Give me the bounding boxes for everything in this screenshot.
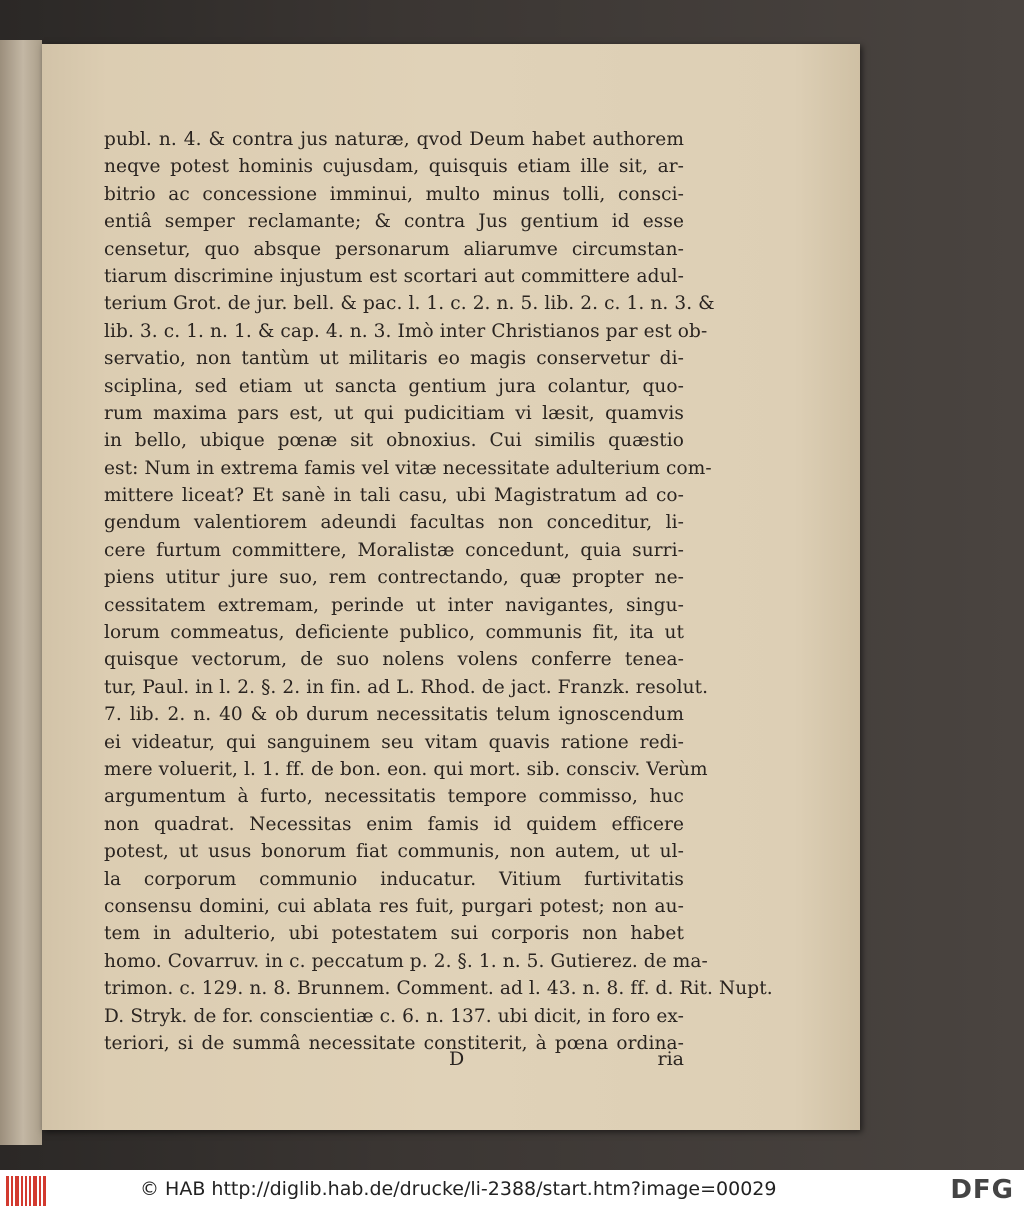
page-footer-line bbox=[104, 1048, 684, 1074]
signature-mark: D bbox=[449, 1048, 465, 1070]
text-line: rum maxima pars est, ut qui pudicitiam vi læsit, quamvis bbox=[104, 402, 684, 424]
text-line: terium Grot. de jur. bell. & pac. l. 1. c. 2. n. 5. lib. 2. c. 1. n. 3. & bbox=[104, 293, 715, 315]
text-line: consensu domini, cui ablata res fuit, purgari potest; non au- bbox=[104, 895, 684, 917]
text-line: tur, Paul. in l. 2. §. 2. in fin. ad L. Rhod. de jact. Franzk. resolut. bbox=[104, 676, 709, 698]
book-page bbox=[42, 44, 860, 1130]
text-line: entiâ semper reclamante; & contra Jus gentium id esse bbox=[104, 211, 684, 233]
text-line: servatio, non tantùm ut militaris eo magis conservetur di- bbox=[104, 348, 684, 370]
text-line: D. Stryk. de for. conscientiæ c. 6. n. 137. ubi dicit, in foro ex- bbox=[104, 1005, 684, 1027]
text-line: la corporum communio inducatur. Vitium furtivitatis bbox=[104, 868, 684, 890]
catchword: ria bbox=[657, 1048, 684, 1070]
text-line: potest, ut usus bonorum fiat communis, non autem, ut ul- bbox=[104, 841, 684, 863]
copyright-url: © HAB http://diglib.hab.de/drucke/li-2388/start.htm?image=00029 bbox=[140, 1178, 777, 1200]
text-line: sciplina, sed etiam ut sancta gentium jura colantur, quo- bbox=[104, 375, 684, 397]
text-line: quisque vectorum, de suo nolens volens conferre tenea- bbox=[104, 649, 684, 671]
text-line: gendum valentiorem adeundi facultas non conceditur, li- bbox=[104, 512, 684, 534]
text-line: teriori, si de summâ necessitate constiterit, à pœna ordina- bbox=[104, 1032, 684, 1054]
text-line: lib. 3. c. 1. n. 1. & cap. 4. n. 3. Imò inter Christianos par est ob- bbox=[104, 320, 708, 342]
viewer-footer bbox=[0, 1170, 1024, 1211]
text-line: homo. Covarruv. in c. peccatum p. 2. §. 1. n. 5. Gutierez. de ma- bbox=[104, 950, 708, 972]
text-line: neqve potest hominis cujusdam, quisquis etiam ille sit, ar- bbox=[104, 156, 684, 178]
text-line: publ. n. 4. & contra jus naturæ, qvod Deum habet authorem bbox=[104, 129, 684, 150]
text-line: tiarum discrimine injustum est scortari aut committere adul- bbox=[104, 265, 684, 287]
text-line: mittere liceat? Et sanè in tali casu, ubi Magistratum ad co- bbox=[104, 485, 684, 507]
text-line: bitrio ac concessione imminui, multo minus tolli, consci- bbox=[104, 183, 684, 205]
text-line: tem in adulterio, ubi potestatem sui corporis non habet bbox=[104, 923, 684, 945]
text-line: trimon. c. 129. n. 8. Brunnem. Comment. ad l. 43. n. 8. ff. d. Rit. Nupt. bbox=[104, 978, 773, 1000]
text-line: non quadrat. Necessitas enim famis id quidem efficere bbox=[104, 813, 684, 835]
page-text bbox=[104, 126, 773, 1070]
text-line: est: Num in extrema famis vel vitæ necessitate adulterium com- bbox=[104, 457, 712, 479]
text-line: lorum commeatus, deficiente publico, communis fit, ita ut bbox=[104, 622, 684, 644]
text-line: argumentum à furto, necessitatis tempore commisso, huc bbox=[104, 786, 684, 808]
text-line: cere furtum committere, Moralistæ concedunt, quia surri- bbox=[104, 539, 684, 561]
text-line: in bello, ubique pœnæ sit obnoxius. Cui similis quæstio bbox=[104, 430, 684, 452]
text-line: piens utitur jure suo, rem contrectando, quæ propter ne- bbox=[104, 567, 684, 589]
text-line: censetur, quo absque personarum aliarumve circumstan- bbox=[104, 238, 684, 260]
text-line: ei videatur, qui sanguinem seu vitam quavis ratione redi- bbox=[104, 731, 684, 753]
text-line: cessitatem extremam, perinde ut inter navigantes, singu- bbox=[104, 594, 684, 616]
dfg-logo: DFG bbox=[950, 1175, 1014, 1205]
barcode-icon bbox=[6, 1176, 46, 1206]
text-line: 7. lib. 2. n. 40 & ob durum necessitatis telum ignoscendum bbox=[104, 704, 684, 726]
text-line: mere voluerit, l. 1. ff. de bon. eon. qui mort. sib. consciv. Verùm bbox=[104, 758, 708, 780]
previous-page-edge bbox=[0, 40, 42, 1145]
